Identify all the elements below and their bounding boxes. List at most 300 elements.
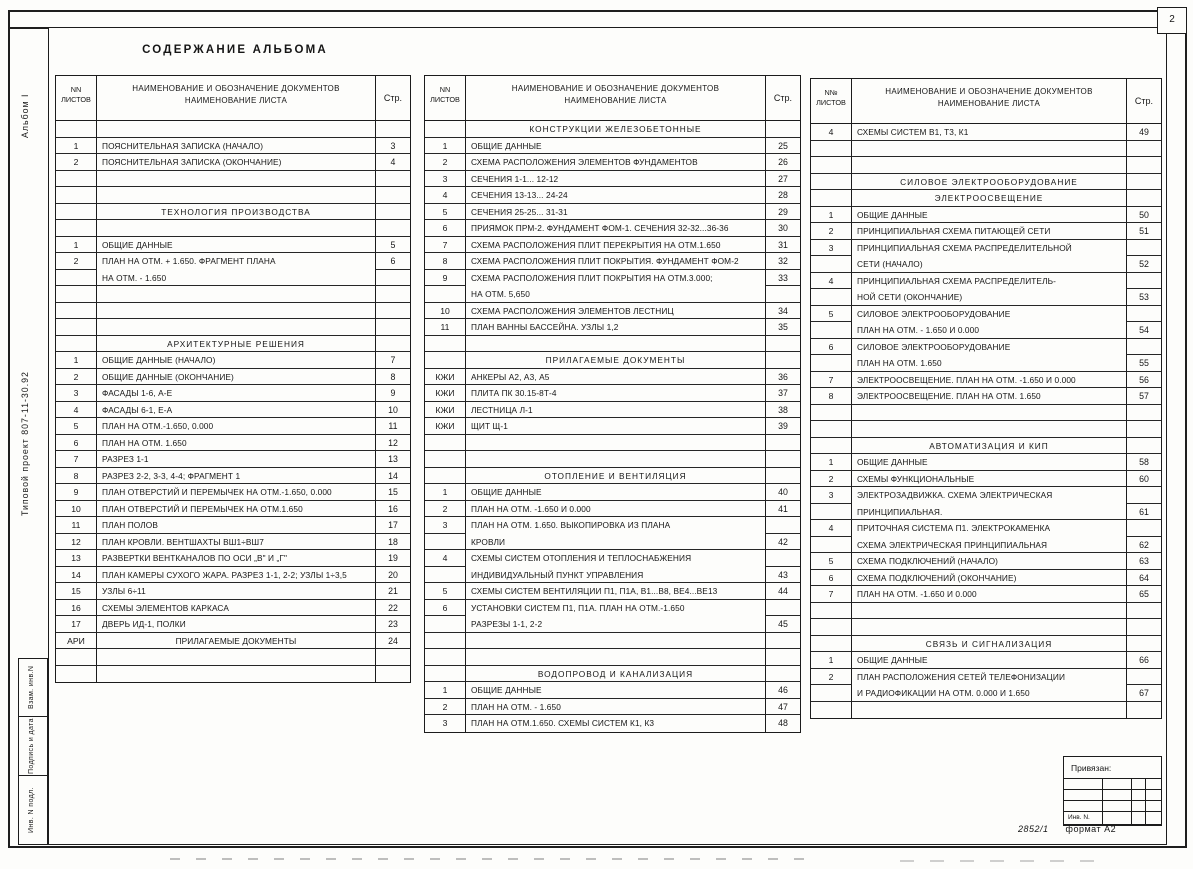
sheet-no-cell: 12 [56,534,97,551]
table-row [425,237,800,254]
privyazan-cell [1146,790,1161,801]
doc-name-cell [97,171,375,188]
table-row [811,124,1161,141]
sheet-no-cell: 3 [425,517,466,534]
doc-name-cell: НА ОТМ. - 1.650 [97,270,375,287]
table-row [56,517,410,534]
page-cell: 41 [765,501,800,518]
sheet-no-cell: 2 [56,369,97,386]
section-title: ОТОПЛЕНИЕ И ВЕНТИЛЯЦИЯ [538,468,692,485]
table-body [811,124,1161,718]
doc-name-cell [852,405,1126,422]
sheet-no-cell: 2 [56,154,97,171]
doc-name-cell [852,619,1126,636]
continuation-row [425,616,800,633]
doc-name-cell: ПЛАН НА ОТМ. 1.650. ВЫКОПИРОВКА ИЗ ПЛАНА [471,520,671,530]
privyazan-cell [1103,790,1132,801]
page-cell [1126,273,1161,290]
page-cell [1126,306,1161,323]
doc-name-cell: И РАДИОФИКАЦИИ НА ОТМ. 0.000 И 1.650 [852,685,1126,702]
header-doc-name-line1: НАИМЕНОВАНИЕ И ОБОЗНАЧЕНИЕ ДОКУМЕНТОВ [885,87,1093,96]
section-row [425,468,800,485]
table-row [425,303,800,320]
sheet-no-cell: 1 [425,138,466,155]
sheet-no-cell: КЖИ [425,418,466,435]
continuation-row [811,355,1161,372]
header-sheet-no: NN ЛИСТОВ [425,76,466,120]
page-cell [375,121,410,138]
page-cell: 63 [1126,553,1161,570]
sheet-no-cell [56,204,97,221]
page-cell: 21 [375,583,410,600]
sheet-no-cell: 11 [56,517,97,534]
sheet-no-cell [811,438,852,455]
sheet-no-cell [56,319,97,336]
table-row [425,517,800,534]
section-row [56,336,410,353]
page-cell: 16 [375,501,410,518]
continuation-row [811,289,1161,306]
page-cell [1126,190,1161,207]
page-cell: 55 [1126,355,1161,372]
doc-name-cell [97,286,375,303]
page-cell: 66 [1126,652,1161,669]
section-title: КОНСТРУКЦИИ ЖЕЛЕЗОБЕТОННЫЕ [523,121,707,138]
continuation-row [425,286,800,303]
sheet-no-cell: 1 [56,237,97,254]
section-row [425,352,800,369]
page-cell [765,649,800,666]
sheet-no-cell: 2 [425,154,466,171]
page-cell [375,220,410,237]
page-cell: 27 [765,171,800,188]
page-cell: 30 [765,220,800,237]
sheet-no-cell: 11 [425,319,466,336]
page-cell: 60 [1126,471,1161,488]
doc-name-cell: ПЛАН КАМЕРЫ СУХОГО ЖАРА. РАЗРЕЗ 1-1, 2-2; УЗЛЫ 1÷3,5 [97,567,375,584]
doc-name-cell: СИЛОВОЕ ЭЛЕКТРООБОРУДОВАНИЕ [857,341,1011,352]
page-cell: 8 [375,369,410,386]
sheet-no-cell: 2 [811,223,852,240]
page-cell [1126,603,1161,620]
sheet-no-cell [425,352,466,369]
sheet-no-cell: 5 [811,553,852,570]
table-row [811,553,1161,570]
page-cell [765,451,800,468]
table-row [56,484,410,501]
sheet-no-cell: 4 [811,520,852,537]
page-cell [375,187,410,204]
sheet-no-cell: 1 [425,484,466,501]
doc-name-cell [97,666,375,683]
sheet-no-cell: 1 [811,652,852,669]
page-cell [1126,157,1161,174]
page-cell [765,352,800,369]
page-cell: 14 [375,468,410,485]
sheet-no-cell: 7 [811,372,852,389]
page-cell [765,517,800,534]
doc-name-cell: ПОЯСНИТЕЛЬНАЯ ЗАПИСКА (ОКОНЧАНИЕ) [97,154,375,171]
privyazan-block [1063,756,1162,826]
header-doc-name-line1: НАИМЕНОВАНИЕ И ОБОЗНАЧЕНИЕ ДОКУМЕНТОВ [511,84,720,93]
doc-name-cell: СХЕМА ПОДКЛЮЧЕНИЙ (ОКОНЧАНИЕ) [852,570,1126,587]
table-row [425,402,800,419]
sheet-no-cell [811,619,852,636]
section-row [425,666,800,683]
page-cell: 33 [765,270,800,287]
table-row [425,138,800,155]
doc-name-cell: ОБЩИЕ ДАННЫЕ [852,652,1126,669]
blank-row [56,666,410,683]
sheet-no-cell: 4 [425,187,466,204]
sheet-no-cell: 8 [811,388,852,405]
sheet-no-cell [56,286,97,303]
sheet-no-cell [425,616,466,633]
sheet-no-cell [425,435,466,452]
sheet-no-cell: 1 [56,352,97,369]
doc-name-cell: СЕЧЕНИЯ 1-1... 12-12 [466,171,765,188]
blank-row [811,157,1161,174]
table-row [425,270,800,287]
doc-name-cell: РАЗВЕРТКИ ВЕНТКАНАЛОВ ПО ОСИ „В" И „Г" [97,550,375,567]
page-cell: 4 [375,154,410,171]
section-row [811,636,1161,653]
sheet-no-cell: 6 [811,570,852,587]
blank-row [425,649,800,666]
table-row [56,468,410,485]
sheet-no-cell: 5 [425,204,466,221]
table-row [811,372,1161,389]
section-title: ВОДОПРОВОД И КАНАЛИЗАЦИЯ [532,666,699,683]
doc-name-cell [852,438,1126,455]
doc-name-cell [97,220,375,237]
page-cell: 18 [375,534,410,551]
page-cell [1126,636,1161,653]
table-row [56,616,410,633]
table-row [425,220,800,237]
table-row [811,454,1161,471]
doc-name-cell: ФАСАДЫ 6-1, Е-А [97,402,375,419]
table-row [425,319,800,336]
doc-name-cell: РАЗРЕЗ 2-2, 3-3, 4-4; ФРАГМЕНТ 1 [97,468,375,485]
header-doc-name [97,76,375,120]
page-cell [765,666,800,683]
sheet-no-cell [56,171,97,188]
sheet-no-cell [811,355,852,372]
page-cell [1126,520,1161,537]
doc-name-cell: ЭЛЕКТРООСВЕЩЕНИЕ. ПЛАН НА ОТМ. -1.650 И 0.000 [852,372,1126,389]
doc-name-cell [97,303,375,320]
doc-name-cell [466,649,765,666]
outer-right-line [1185,10,1187,848]
doc-name-cell: ПЛАН НА ОТМ. - 1.650 И 0.000 [852,322,1126,339]
doc-name-cell: ОБЩИЕ ДАННЫЕ [466,484,765,501]
blank-row [425,336,800,353]
page-cell: 39 [765,418,800,435]
toc-table-left [55,75,411,683]
table-row [811,207,1161,224]
page-cell: 58 [1126,454,1161,471]
header-page: Стр. [375,76,410,120]
table-row [425,369,800,386]
sheet-no-cell [811,289,852,306]
page-cell: 47 [765,699,800,716]
sheet-no-cell [56,220,97,237]
header-doc-name-line2: НАИМЕНОВАНИЕ ЛИСТА [937,99,1041,108]
blank-row [56,121,410,138]
table-row [811,652,1161,669]
table-row [56,154,410,171]
page-cell [1126,421,1161,438]
table-row [425,253,800,270]
continuation-row [425,567,800,584]
doc-name-cell: ПОЯСНИТЕЛЬНАЯ ЗАПИСКА (НАЧАЛО) [97,138,375,155]
sheet-no-cell: КЖИ [425,369,466,386]
sheet-no-cell: 10 [425,303,466,320]
table-row [425,418,800,435]
stamp-cell-inv-podl [18,775,48,845]
sheet-no-cell: 4 [811,273,852,290]
sheet-no-cell [56,270,97,287]
doc-name-cell: ОБЩИЕ ДАННЫЕ [466,682,765,699]
page-cell [1126,487,1161,504]
sheet-no-cell: 9 [425,270,466,287]
page-cell [375,319,410,336]
doc-name-cell [466,666,765,683]
header-page: Стр. [1126,79,1161,123]
doc-name-cell: СХЕМА РАСПОЛОЖЕНИЯ ПЛИТ ПЕРЕКРЫТИЯ НА ОТМ.1.650 [466,237,765,254]
sheet-no-cell: 1 [425,682,466,699]
privyazan-cell [1064,801,1103,812]
sheet-no-cell [56,303,97,320]
page-cell [1126,141,1161,158]
page-cell [765,600,800,617]
doc-name-cell: ЛЕСТНИЦА Л-1 [466,402,765,419]
section-title: СИЛОВОЕ ЭЛЕКТРООБОРУДОВАНИЕ [894,174,1084,191]
sheet-number: 2 [1169,14,1175,25]
sheet-no-cell [811,157,852,174]
page-cell: 43 [765,567,800,584]
page-cell: 65 [1126,586,1161,603]
privyazan-cell [1146,801,1161,812]
table-body [425,121,800,732]
doc-name-cell [97,204,375,221]
sheet-no-cell: 13 [56,550,97,567]
blank-row [811,619,1161,636]
header-page: Стр. [765,76,800,120]
sheet-no-cell: 3 [811,487,852,504]
page-cell: 24 [375,633,410,650]
stamp-cell-vzam-inv [18,658,48,717]
format-label: формат А2 [1065,824,1117,834]
sheet-no-cell: 1 [811,207,852,224]
page-cell: 22 [375,600,410,617]
doc-name-cell: ЩИТ Щ-1 [466,418,765,435]
section-title: СВЯЗЬ И СИГНАЛИЗАЦИЯ [920,636,1058,653]
doc-name-cell [852,157,1126,174]
stamp-label: Взам. инв.N [28,665,35,710]
doc-name-cell: СХЕМА РАСПОЛОЖЕНИЯ ПЛИТ ПОКРЫТИЯ. ФУНДАМЕНТ ФОМ-2 [466,253,765,270]
sheet-no-cell [811,405,852,422]
sheet-no-cell [811,190,852,207]
table-row [425,682,800,699]
sheet-no-cell: 6 [425,600,466,617]
page-cell: 67 [1126,685,1161,702]
doc-name-cell: СЕЧЕНИЯ 25-25... 31-31 [466,204,765,221]
table-row [56,600,410,617]
page-cell: 52 [1126,256,1161,273]
page-cell [765,550,800,567]
doc-name-cell: ОБЩИЕ ДАННЫЕ [852,207,1126,224]
stamp-label: Подпись и дата [28,718,35,774]
continuation-row [811,322,1161,339]
doc-name-cell: СХЕМЫ СИСТЕМ ВЕНТИЛЯЦИИ П1, П1А, В1...В8, ВЕ4...ВЕ13 [466,583,765,600]
section-title: ЭЛЕКТРООСВЕЩЕНИЕ [929,190,1050,207]
section-row [56,204,410,221]
doc-name-cell [852,174,1126,191]
doc-name-cell: СХЕМЫ СИСТЕМ ОТОПЛЕНИЯ И ТЕПЛОСНАБЖЕНИЯ [471,553,692,563]
doc-name-cell [466,352,765,369]
sheet-no-cell: 10 [56,501,97,518]
page-cell [375,303,410,320]
sheet-no-cell: 16 [56,600,97,617]
table-row [425,600,800,617]
sheet-no-cell [56,187,97,204]
continuation-row [811,504,1161,521]
page-cell: 40 [765,484,800,501]
inventory-number: 2852/1 [1018,824,1049,834]
table-row [425,583,800,600]
doc-name-cell: КРОВЛИ [466,534,765,551]
doc-name-cell: НА ОТМ. 5,650 [466,286,765,303]
table-row [811,339,1161,356]
table-header [56,76,410,121]
footer-note [1018,824,1188,834]
scan-artifact [170,858,810,860]
header-doc-name-line2: НАИМЕНОВАНИЕ ЛИСТА [564,96,667,105]
doc-name-cell [466,451,765,468]
page-cell: 23 [375,616,410,633]
blank-row [811,141,1161,158]
page-cell: 36 [765,369,800,386]
privyazan-label: Привязан: [1064,757,1161,779]
doc-name-cell [852,190,1126,207]
page-cell: 48 [765,715,800,732]
doc-name-cell: ФАСАДЫ 1-6, А-Е [97,385,375,402]
privyazan-grid [1064,779,1161,825]
sheet-no-cell [56,336,97,353]
stamp-label: Инв. N подл. [28,787,35,833]
sheet-no-cell [425,649,466,666]
sheet-no-cell [425,451,466,468]
doc-name-cell: ДВЕРЬ ИД-1, ПОЛКИ [97,616,375,633]
page-cell: 11 [375,418,410,435]
blank-row [56,187,410,204]
doc-name-cell: УСТАНОВКИ СИСТЕМ П1, П1А. ПЛАН НА ОТМ.-1.650 [471,602,685,613]
doc-name-cell: ПЛАН НА ОТМ. 1.650 [852,355,1126,372]
outer-top-line-1 [8,10,1187,12]
page-cell: 7 [375,352,410,369]
doc-name-cell: ОБЩИЕ ДАННЫЕ [97,237,375,254]
sheet-no-cell [425,286,466,303]
header-doc-name [466,76,765,120]
sheet-no-cell [811,504,852,521]
page-cell: 34 [765,303,800,320]
sheet-no-cell [56,649,97,666]
doc-name-cell: ПЛАН НА ОТМ.-1.650, 0.000 [97,418,375,435]
blank-row [425,633,800,650]
doc-name-cell: ПЛАН НА ОТМ. -1.650 И 0.000 [852,586,1126,603]
page-cell [1126,702,1161,719]
doc-name-cell: ПЛАН НА ОТМ. - 1.650 [466,699,765,716]
sheet-no-cell: КЖИ [425,402,466,419]
page-cell: 35 [765,319,800,336]
page-cell: 32 [765,253,800,270]
page-cell [765,121,800,138]
doc-name-cell: СХЕМА ПОДКЛЮЧЕНИЙ (НАЧАЛО) [852,553,1126,570]
sheet-no-cell [811,322,852,339]
blank-row [425,451,800,468]
table-row [425,715,800,732]
sheet-no-cell [811,702,852,719]
page-cell: 45 [765,616,800,633]
section-row [811,190,1161,207]
sheet-no-cell [811,685,852,702]
page-cell [765,633,800,650]
page-cell: 56 [1126,372,1161,389]
table-row [811,586,1161,603]
page-cell: 10 [375,402,410,419]
doc-name-cell: ПРИЛАГАЕМЫЕ ДОКУМЕНТЫ [97,633,375,650]
doc-name-cell: ПЛИТА ПК 30.15-8Т-4 [466,385,765,402]
page-cell [1126,438,1161,455]
sheet-no-cell: 8 [425,253,466,270]
table-row [811,306,1161,323]
doc-name-cell: УЗЛЫ 6÷11 [97,583,375,600]
page-cell: 5 [375,237,410,254]
sheet-no-cell [811,537,852,554]
section-row [425,121,800,138]
inv-label-cell: Инв. N. [1064,812,1103,825]
page-cell: 20 [375,567,410,584]
doc-name-cell: СИЛОВОЕ ЭЛЕКТРООБОРУДОВАНИЕ [857,308,1011,319]
sheet-no-cell: 15 [56,583,97,600]
toc-table-middle [424,75,801,733]
table-row [425,699,800,716]
doc-name-cell: ОБЩИЕ ДАННЫЕ [466,138,765,155]
outer-left-line [8,10,10,848]
doc-name-cell [852,141,1126,158]
sheet-no-cell: 4 [811,124,852,141]
sheet-no-cell: 9 [56,484,97,501]
page-cell [765,435,800,452]
doc-name-cell: СХЕМА РАСПОЛОЖЕНИЯ ПЛИТ ПОКРЫТИЯ НА ОТМ.3.000; [471,272,713,283]
page-cell: 64 [1126,570,1161,587]
page-cell [1126,669,1161,686]
doc-name-cell [466,633,765,650]
privyazan-cell [1132,790,1147,801]
page-cell: 15 [375,484,410,501]
sheet-no-cell: 2 [56,253,97,270]
doc-name-cell: ПЛАН НА ОТМ. 1.650 [97,435,375,452]
table-header [811,79,1161,124]
page-cell [1126,405,1161,422]
doc-name-cell: ПЛАН НА ОТМ. -1.650 И 0.000 [466,501,765,518]
doc-name-cell [852,702,1126,719]
doc-name-cell: ПРИНЦИПИАЛЬНАЯ СХЕМА РАСПРЕДЕЛИТЕЛЬНОЙ [857,242,1072,253]
sheet-no-cell [425,666,466,683]
doc-name-cell: РАЗРЕЗ 1-1 [97,451,375,468]
